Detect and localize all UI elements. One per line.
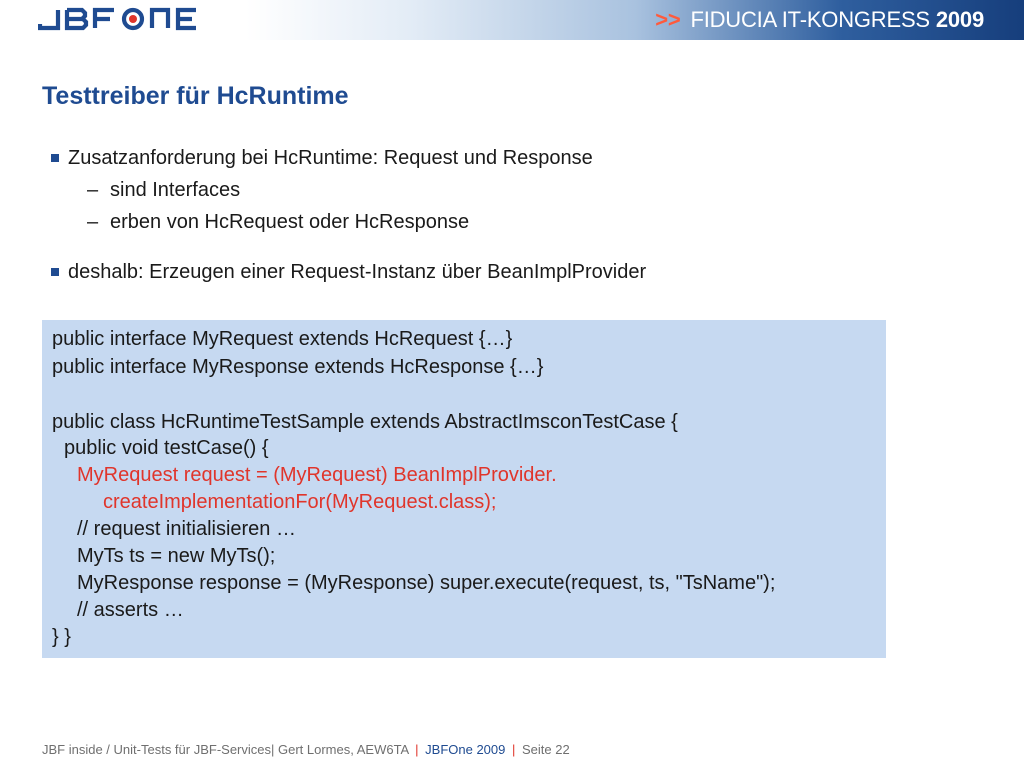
code-line: // asserts … (77, 599, 184, 621)
footer-separator: | (415, 742, 419, 757)
code-line: public void testCase() { (64, 437, 269, 459)
code-block (42, 320, 886, 658)
code-line: MyResponse response = (MyResponse) super.execute(request, ts, "TsName"); (77, 572, 776, 594)
arrows-marker: >> (655, 7, 681, 32)
sub-bullet-text: sind Interfaces (110, 179, 241, 201)
code-line: public class HcRuntimeTestSample extends AbstractImsconTestCase { (52, 411, 678, 433)
bullet-item (68, 260, 646, 284)
dash-marker: – (87, 211, 99, 233)
code-line-highlight: MyRequest request = (MyRequest) BeanImplProvider. (77, 464, 557, 486)
code-line-highlight: createImplementationFor(MyRequest.class); (103, 491, 497, 513)
footer-separator: | (512, 742, 516, 757)
sub-bullet-item (87, 210, 470, 234)
sub-bullet-text: erben von HcRequest oder HcResponse (110, 211, 470, 233)
code-line: MyTs ts = new MyTs(); (77, 545, 276, 567)
congress-year: 2009 (935, 7, 984, 32)
page-title: Testtreiber für HcRuntime (42, 82, 349, 110)
jbfone-logo (38, 4, 210, 34)
congress-banner (655, 6, 984, 34)
code-line: public interface MyResponse extends HcResponse {…} (52, 356, 544, 378)
page-number: Seite 22 (522, 742, 570, 757)
congress-name: FIDUCIA IT-KONGRESS (690, 7, 930, 32)
code-line: public interface MyRequest extends HcRequest {…} (52, 328, 513, 350)
footer-brand: JBFOne 2009 (425, 742, 506, 757)
footer-text: JBF inside / Unit-Tests für JBF-Services| Gert Lormes, AEW6TA (42, 742, 409, 757)
code-line: } } (52, 626, 71, 648)
bullet-text: deshalb: Erzeugen einer Request-Instanz über BeanImplProvider (68, 261, 647, 283)
bullet-square-icon (51, 268, 59, 276)
bullet-text: Zusatzanforderung bei HcRuntime: Request und Response (68, 147, 593, 169)
code-line: // request initialisieren … (77, 518, 296, 540)
bullet-item (68, 146, 593, 170)
sub-bullet-item (87, 178, 241, 202)
bullet-square-icon (51, 154, 59, 162)
footer (42, 742, 570, 758)
dash-marker: – (87, 179, 99, 201)
